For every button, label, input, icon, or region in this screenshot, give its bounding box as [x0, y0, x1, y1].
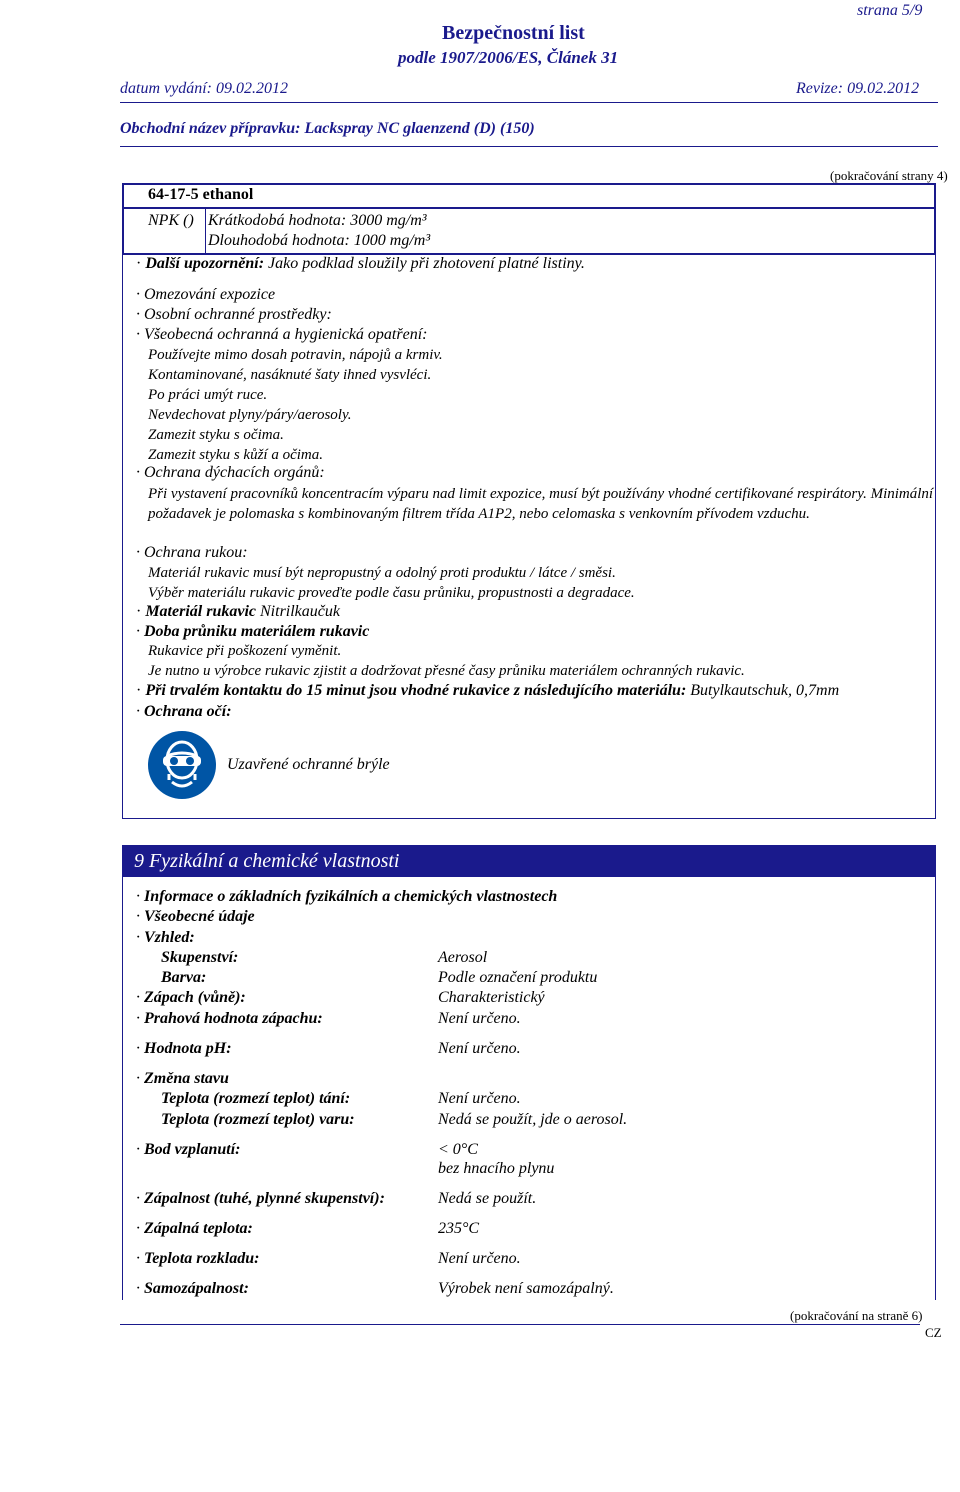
property-value: 235°C — [438, 1220, 480, 1237]
product-name: Obchodní název přípravku: Lackspray NC glaenzend (D) (150) — [120, 120, 535, 137]
further-note: · Další upozornění: Jako podklad sloužily při zhotovení platné listiny. — [136, 255, 585, 272]
product-divider — [120, 146, 938, 147]
ethanol-col-divider — [205, 209, 206, 253]
penetration-heading: · Doba průniku materiálem rukavic — [136, 623, 370, 640]
property-value: Není určeno. — [438, 1010, 521, 1027]
document-subtitle: podle 1907/2006/ES, Článek 31 — [398, 48, 619, 67]
general-line: Nevdechovat plyny/páry/aerosoly. — [148, 407, 352, 423]
general-line: Zamezit styku s kůží a očima. — [148, 447, 323, 463]
contact-gloves: · Při trvalém kontaktu do 15 minut jsou vhodné rukavice z následujícího materiálu: Butylkautschuk, 0,7mm — [136, 682, 840, 699]
property-label: · Hodnota pH: — [136, 1040, 232, 1057]
section9-header — [122, 845, 936, 877]
property-label: · Zápalnost (tuhé, plynné skupenství): — [136, 1190, 385, 1207]
property-value: Aerosol — [438, 949, 488, 966]
general-line: Po práci umýt ruce. — [148, 387, 268, 403]
glove-material: · Materiál rukavic Nitrilkaučuk — [136, 603, 340, 620]
respiratory-text: Při vystavení pracovníků koncentracím výparu nad limit expozice, musí být používány vhodné certifikované respirátory. Minimální požadavek je polomaska s kombinovaným filtrem třída A1P2, nebo celomaska s venkovním přívodem vzduchu. — [148, 486, 934, 522]
ethanol-long-term: Dlouhodobá hodnota: 1000 mg/m³ — [208, 232, 431, 249]
property-label: · Změna stavu — [136, 1070, 229, 1087]
property-label: Barva: — [161, 969, 207, 986]
general-line: Zamezit styku s očima. — [148, 427, 284, 443]
penetration-line: Je nutno u výrobce rukavic zjistit a dodržovat přesné časy průniku materiálem ochranných rukavic. — [148, 663, 745, 679]
hands-line: Výběr materiálu rukavic proveďte podle času průniku, propustnosti a degradace. — [148, 585, 635, 601]
ethanol-cas: 64-17-5 ethanol — [148, 186, 254, 203]
property-value: Nedá se použít. — [438, 1190, 537, 1207]
general-line: Kontaminované, nasáknuté šaty ihned vysvléci. — [148, 367, 432, 383]
property-value: Podle označení produktu — [438, 969, 598, 986]
general-line: Používejte mimo dosah potravin, nápojů a krmiv. — [148, 347, 443, 363]
hands-heading: · Ochrana rukou: — [136, 544, 248, 561]
section9-right-border — [935, 877, 936, 1300]
revision-date: Revize: 09.02.2012 — [796, 80, 920, 97]
page-number: strana 5/9 — [857, 2, 923, 19]
property-value: Výrobek není samozápalný. — [438, 1280, 614, 1297]
property-label: · Zápach (vůně): — [136, 989, 246, 1006]
header-divider — [120, 102, 938, 103]
property-value: Není určeno. — [438, 1040, 521, 1057]
general-data-heading: · Všeobecné údaje — [136, 908, 255, 925]
property-label: · Bod vzplanutí: — [136, 1141, 241, 1158]
property-value: < 0°C — [438, 1141, 478, 1158]
section9-left-border — [122, 877, 123, 1300]
property-value: Není určeno. — [438, 1090, 521, 1107]
issue-date: datum vydání: 09.02.2012 — [120, 80, 288, 97]
general-measures-heading: · Všeobecná ochranná a hygienická opatření: — [136, 326, 428, 343]
penetration-line: Rukavice při poškození vyměnit. — [148, 643, 342, 659]
respiratory-heading: · Ochrana dýchacích orgánů: — [136, 464, 325, 481]
continued-from: (pokračování strany 4) — [830, 168, 948, 183]
safety-goggles-icon — [147, 730, 217, 800]
goggles-label: Uzavřené ochranné brýle — [227, 756, 390, 773]
appearance-heading: · Vzhled: — [136, 929, 195, 946]
property-label: · Zápalná teplota: — [136, 1220, 253, 1237]
document-title: Bezpečnostní list — [442, 22, 585, 44]
property-label: · Prahová hodnota zápachu: — [136, 1010, 323, 1027]
hands-line: Materiál rukavic musí být nepropustný a odolný proti produktu / látce / směsi. — [148, 565, 616, 581]
further-note-label: Další upozornění: — [145, 255, 265, 272]
exposure-controls: · Omezování expozice — [136, 286, 276, 303]
ethanol-short-term: Krátkodobá hodnota: 3000 mg/m³ — [208, 212, 427, 229]
ethanol-row-divider — [124, 207, 934, 209]
property-label: Teplota (rozmezí teplot) tání: — [161, 1090, 351, 1107]
footer-divider — [120, 1324, 920, 1325]
property-value: Nedá se použít, jde o aerosol. — [438, 1111, 628, 1128]
ppe-heading: · Osobní ochranné prostředky: — [136, 306, 332, 323]
property-label: Skupenství: — [161, 949, 239, 966]
property-label: Teplota (rozmezí teplot) varu: — [161, 1111, 355, 1128]
continued-to: (pokračování na straně 6) — [790, 1308, 923, 1323]
property-label: · Teplota rozkladu: — [136, 1250, 260, 1267]
eyes-heading: · Ochrana očí: — [136, 703, 232, 720]
property-value: bez hnacího plynu — [438, 1160, 555, 1177]
property-value: Není určeno. — [438, 1250, 521, 1267]
ethanol-npk: NPK () — [148, 212, 194, 229]
further-note-text: Jako podklad sloužily při zhotovení platné listiny. — [264, 255, 585, 272]
section9-title: 9 Fyzikální a chemické vlastnosti — [134, 850, 400, 872]
info-heading: · Informace o základních fyzikálních a chemických vlastnostech — [136, 888, 558, 905]
property-label: · Samozápalnost: — [136, 1280, 249, 1297]
property-value: Charakteristický — [438, 989, 545, 1006]
language-code: CZ — [925, 1325, 942, 1340]
